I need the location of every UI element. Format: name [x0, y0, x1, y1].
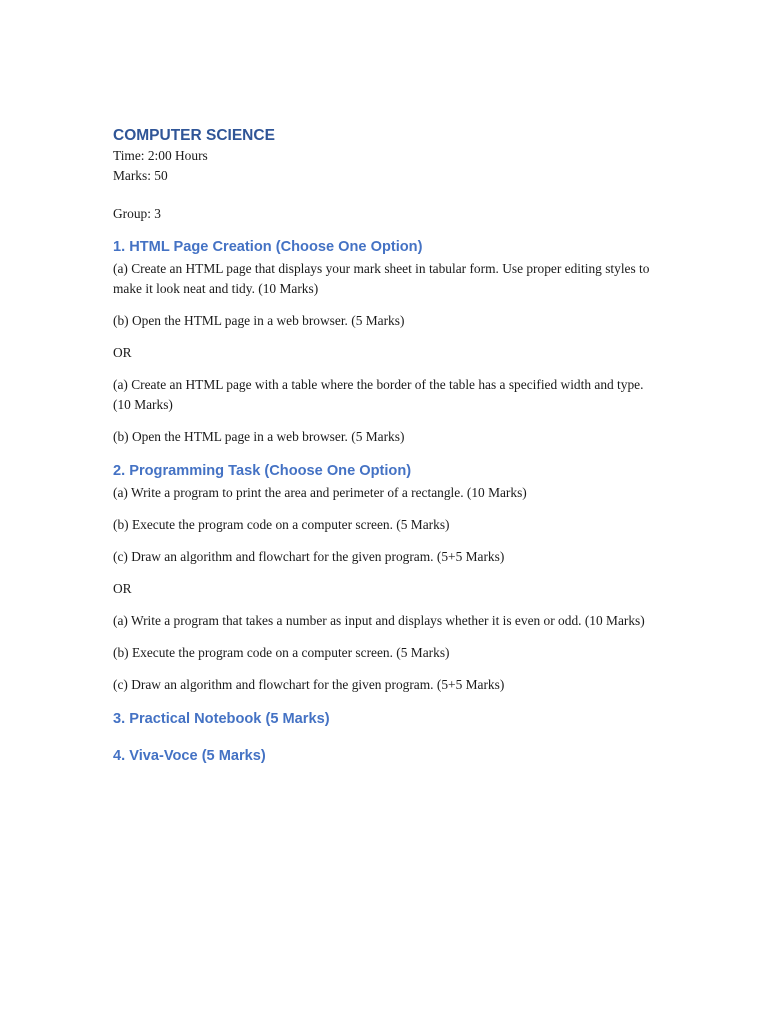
- section-2-alt-option-c: (c) Draw an algorithm and flowchart for the given program. (5+5 Marks): [113, 677, 505, 692]
- section-2-option-a: (a) Write a program to print the area and perimeter of a rectangle. (10 Marks): [113, 485, 527, 500]
- group-line: Group: 3: [113, 206, 161, 221]
- section-2-or: OR: [113, 581, 132, 596]
- section-3-heading: 3. Practical Notebook (5 Marks): [113, 711, 330, 727]
- section-1-alt-option-a: (a) Create an HTML page with a table where the border of the table has a specified width and type. (10 Marks): [113, 377, 644, 412]
- section-1-heading: 1. HTML Page Creation (Choose One Option): [113, 239, 423, 255]
- section-1-option-a: (a) Create an HTML page that displays your mark sheet in tabular form. Use proper editing styles to make it look neat and tidy. (10 Marks): [113, 261, 650, 296]
- marks-line: Marks: 50: [113, 168, 168, 183]
- time-line: Time: 2:00 Hours: [113, 148, 208, 163]
- section-1-or: OR: [113, 345, 132, 360]
- section-2-heading: 2. Programming Task (Choose One Option): [113, 463, 412, 479]
- section-1-alt-option-b: (b) Open the HTML page in a web browser. (5 Marks): [113, 429, 405, 444]
- section-2-option-b: (b) Execute the program code on a computer screen. (5 Marks): [113, 517, 450, 532]
- exam-document: [113, 126, 658, 766]
- section-4-heading: 4. Viva-Voce (5 Marks): [113, 748, 266, 764]
- document-title: COMPUTER SCIENCE: [113, 127, 275, 144]
- section-1-option-b: (b) Open the HTML page in a web browser. (5 Marks): [113, 313, 405, 328]
- section-2-option-c: (c) Draw an algorithm and flowchart for the given program. (5+5 Marks): [113, 549, 505, 564]
- section-2-alt-option-b: (b) Execute the program code on a computer screen. (5 Marks): [113, 645, 450, 660]
- section-2-alt-option-a: (a) Write a program that takes a number as input and displays whether it is even or odd. (10 Marks): [113, 613, 645, 628]
